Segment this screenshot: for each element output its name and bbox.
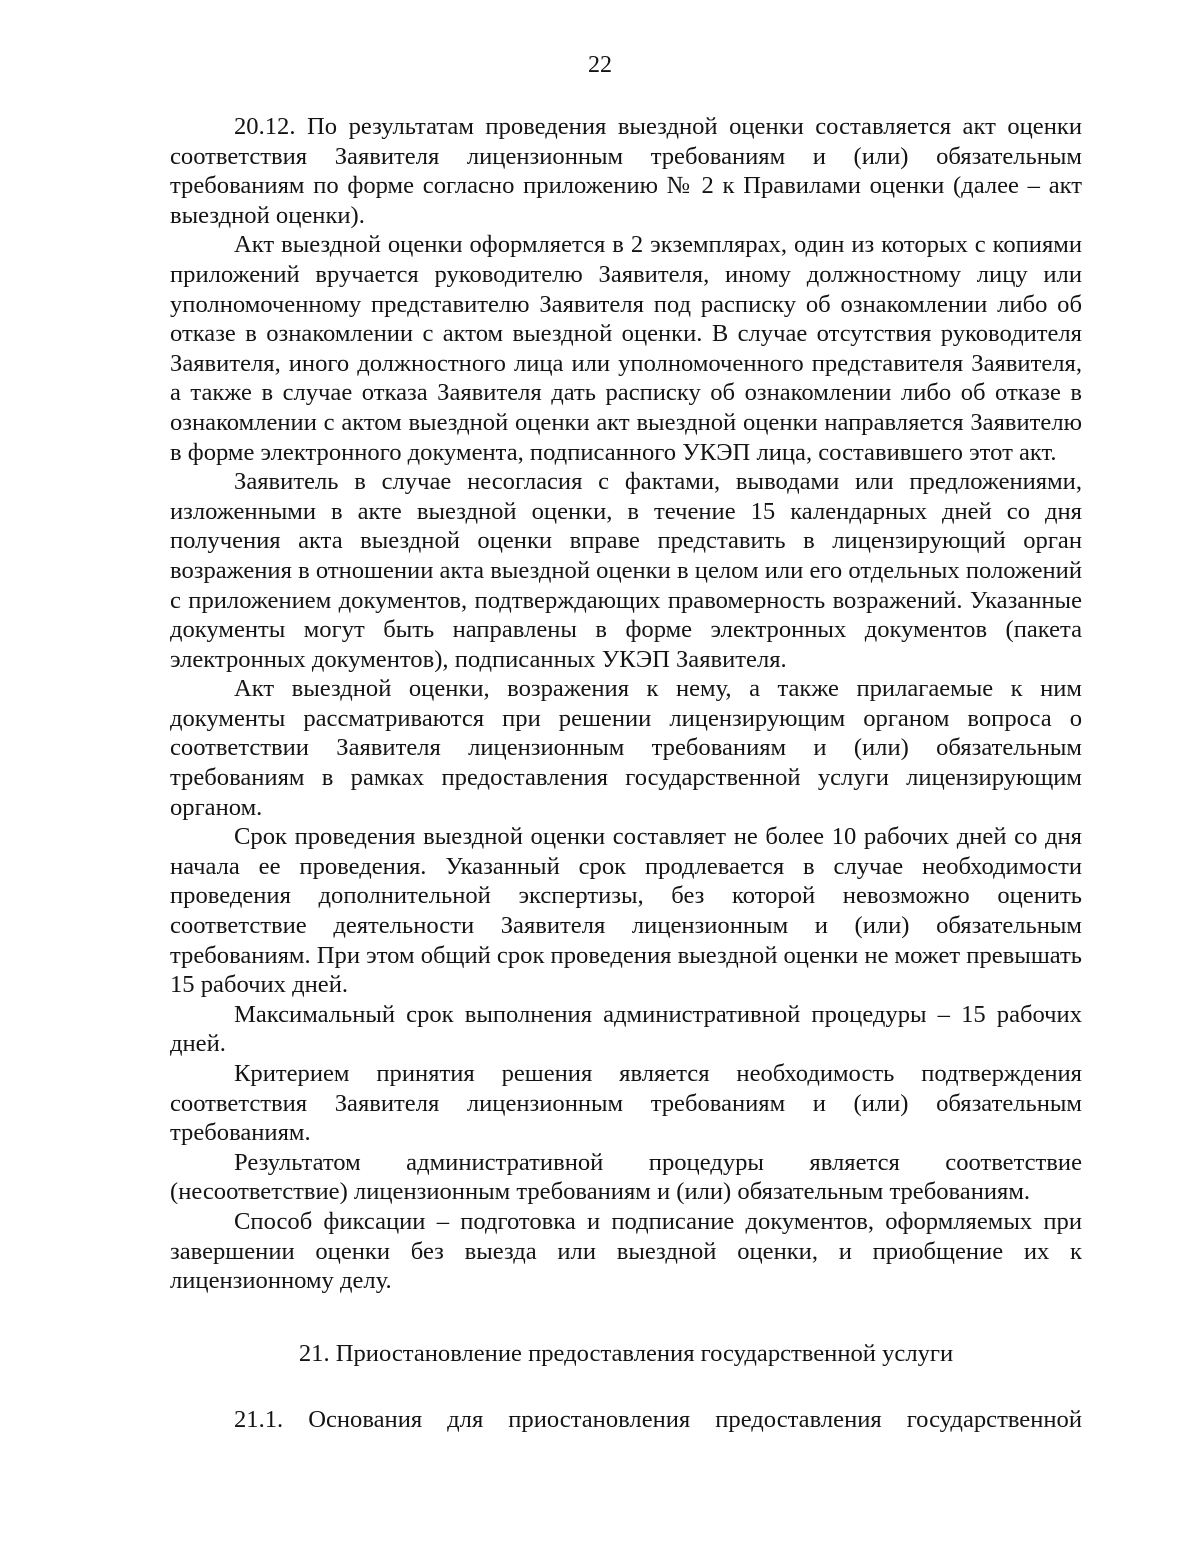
page-number: 22 [588, 52, 612, 78]
paragraph-act-review: Акт выездной оценки, возражения к нему, а также прилагаемые к ним документы рассматриваются при решении лицензирующим органом вопроса о соответствии Заявителя лицензионным требованиям и (или) обязательным требованиям в рамках предоставления государственной услуги лицензирующим органом. [170, 675, 1082, 821]
paragraph-act-copies: Акт выездной оценки оформляется в 2 экземплярах, один из которых с копиями приложений вручается руководителю Заявителя, иному должностному лицу или уполномоченному представителю Заявителя под расписку об ознакомлении либо об отказе в ознакомлении с актом выездной оценки. В случае отсутствия руководителя Заявителя, иного должностного лица или уполномоченного представителя Заявителя, а также в случае отказа Заявителя дать расписку об ознакомлении либо об отказе в ознакомлении с актом выездной оценки акт выездной оценки направляется Заявителю в форме электронного документа, подписанного УКЭП лица, составившего этот акт. [170, 231, 1082, 466]
paragraph-20-12: 20.12. По результатам проведения выездной оценки составляется акт оценки соответствия Заявителя лицензионным требованиям и (или) обязательным требованиям по форме согласно приложению № 2 к Правилами оценки (далее – акт выездной оценки). [170, 113, 1082, 229]
paragraph-max-term: Максимальный срок выполнения административной процедуры – 15 рабочих дней. [170, 1000, 1082, 1058]
paragraph-decision-criterion: Критерием принятия решения является необходимость подтверждения соответствия Заявителя лицензионным требованиям и (или) обязательным требованиям. [170, 1060, 1082, 1147]
paragraph-procedure-result: Результатом административной процедуры является соответствие (несоответствие) лицензионным требованиям и (или) обязательным требованиям. [170, 1148, 1082, 1206]
section-heading: 21. Приостановление предоставления государственной услуги [298, 1339, 954, 1367]
paragraph-recording-method: Способ фиксации – подготовка и подписание документов, оформляемых при завершении оценки без выезда или выездной оценки, и приобщение их к лицензионному делу. [170, 1207, 1082, 1295]
paragraph-21-1: 21.1. Основания для приостановления предоставления государственной [234, 1406, 1082, 1434]
paragraph-assessment-term: Срок проведения выездной оценки составляет не более 10 рабочих дней со дня начала ее проведения. Указанный срок продлевается в случае необходимости проведения дополнительной экспертизы, без которой невозможно оценить соответствие деятельности Заявителя лицензионным и (или) обязательным требованиям. При этом общий срок проведения выездной оценки не может превышать 15 рабочих дней. [170, 823, 1082, 999]
document-body [170, 112, 1082, 1435]
paragraph-objections: Заявитель в случае несогласия с фактами, выводами или предложениями, изложенными в акте выездной оценки, в течение 15 календарных дней со дня получения акта выездной оценки вправе представить в лицензирующий орган возражения в отношении акта выездной оценки в целом или его отдельных положений с приложением документов, подтверждающих правомерность возражений. Указанные документы могут быть направлены в форме электронных документов (пакета электронных документов), подписанных УКЭП Заявителя. [170, 468, 1082, 673]
